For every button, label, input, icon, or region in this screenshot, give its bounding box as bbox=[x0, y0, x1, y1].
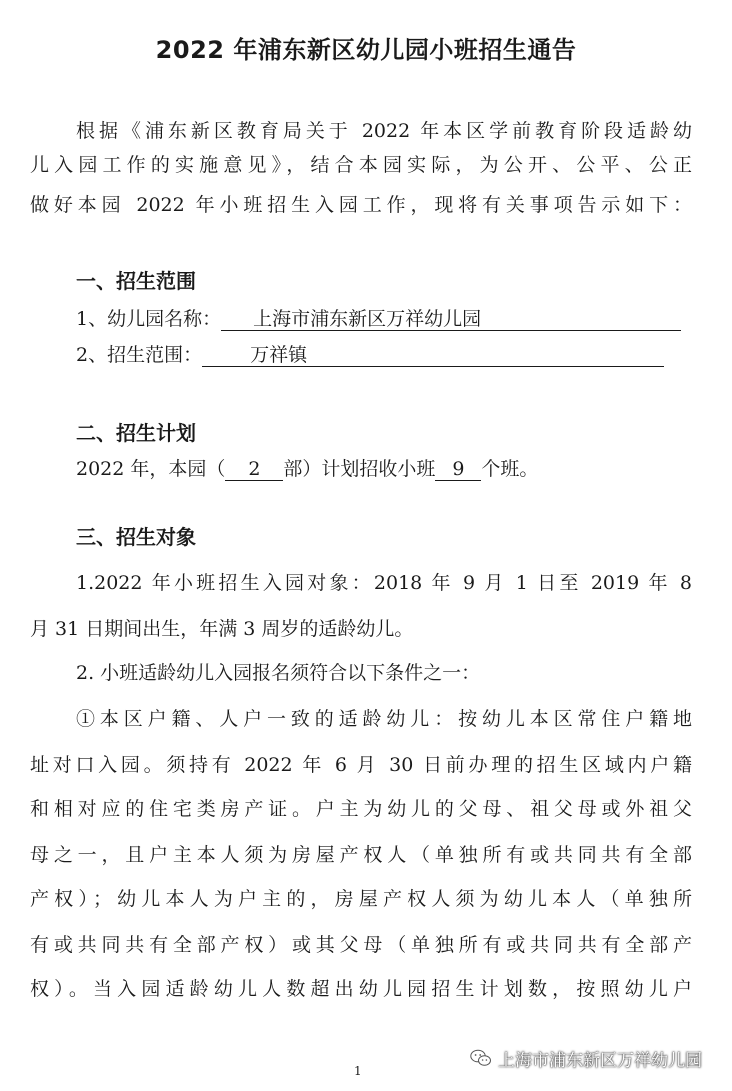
section3-line-6: 和相对应的住宅类房产证。户主为幼儿的父母、祖父母或外祖父 bbox=[30, 798, 692, 820]
plan-text-a: 2022 年，本园（ bbox=[76, 458, 226, 480]
plan-classes-blank: 9 bbox=[435, 458, 481, 481]
section3-heading: 三、招生对象 bbox=[76, 525, 196, 549]
intro-line-1: 根据《浦东新区教育局关于 2022 年本区学前教育阶段适龄幼 bbox=[76, 120, 692, 142]
enrollment-area-value: 万祥镇 bbox=[202, 344, 664, 367]
enrollment-area-row bbox=[76, 342, 692, 368]
section3-line-9: 有或共同共有全部产权）或其父母（单独所有或共同共有全部产 bbox=[30, 934, 692, 956]
section3-line-4: ①本区户籍、人户一致的适龄幼儿：按幼儿本区常住户籍地 bbox=[76, 708, 692, 730]
plan-text-c: 个班。 bbox=[481, 458, 539, 480]
document-title: 2022 年浦东新区幼儿园小班招生通告 bbox=[155, 36, 577, 64]
enrollment-area-label: 2、招生范围： bbox=[76, 344, 203, 366]
section3-line-10: 权）。当入园适龄幼儿人数超出幼儿园招生计划数，按照幼儿户 bbox=[30, 978, 692, 1000]
watermark-text: 上海市浦东新区万祥幼儿园 bbox=[498, 1050, 702, 1071]
watermark bbox=[470, 1044, 702, 1072]
plan-departments-blank: 2 bbox=[225, 458, 283, 481]
plan-text-b: 部）计划招收小班 bbox=[283, 458, 436, 480]
school-name-row bbox=[76, 306, 692, 332]
page-number: 1 bbox=[354, 1064, 362, 1078]
section3-line-7: 母之一，且户主本人须为房屋产权人（单独所有或共同共有全部 bbox=[30, 844, 692, 866]
section3-line-3: 2. 小班适龄幼儿入园报名须符合以下条件之一： bbox=[76, 662, 481, 684]
section3-line-5: 址对口入园。须持有 2022 年 6 月 30 日前办理的招生区域内户籍 bbox=[30, 754, 692, 776]
section1-heading: 一、招生范围 bbox=[76, 269, 196, 293]
school-name-label: 1、幼儿园名称： bbox=[76, 308, 222, 330]
section3-line-8: 产权）；幼儿本人为户主的，房屋产权人须为幼儿本人（单独所 bbox=[30, 888, 692, 910]
wechat-icon bbox=[470, 1049, 492, 1067]
section3-line-1: 1.2022 年小班招生入园对象：2018 年 9 月 1 日至 2019 年 8 bbox=[76, 572, 692, 594]
section3-line-2: 月 31 日期间出生，年满 3 周岁的适龄幼儿。 bbox=[30, 618, 414, 640]
intro-line-2: 儿入园工作的实施意见》，结合本园实际，为公开、公平、公正 bbox=[30, 154, 692, 176]
intro-line-3: 做好本园 2022 年小班招生入园工作，现将有关事项告示如下： bbox=[30, 194, 692, 216]
plan-row bbox=[76, 456, 692, 482]
school-name-value: 上海市浦东新区万祥幼儿园 bbox=[221, 308, 681, 331]
section2-heading: 二、招生计划 bbox=[76, 421, 196, 445]
